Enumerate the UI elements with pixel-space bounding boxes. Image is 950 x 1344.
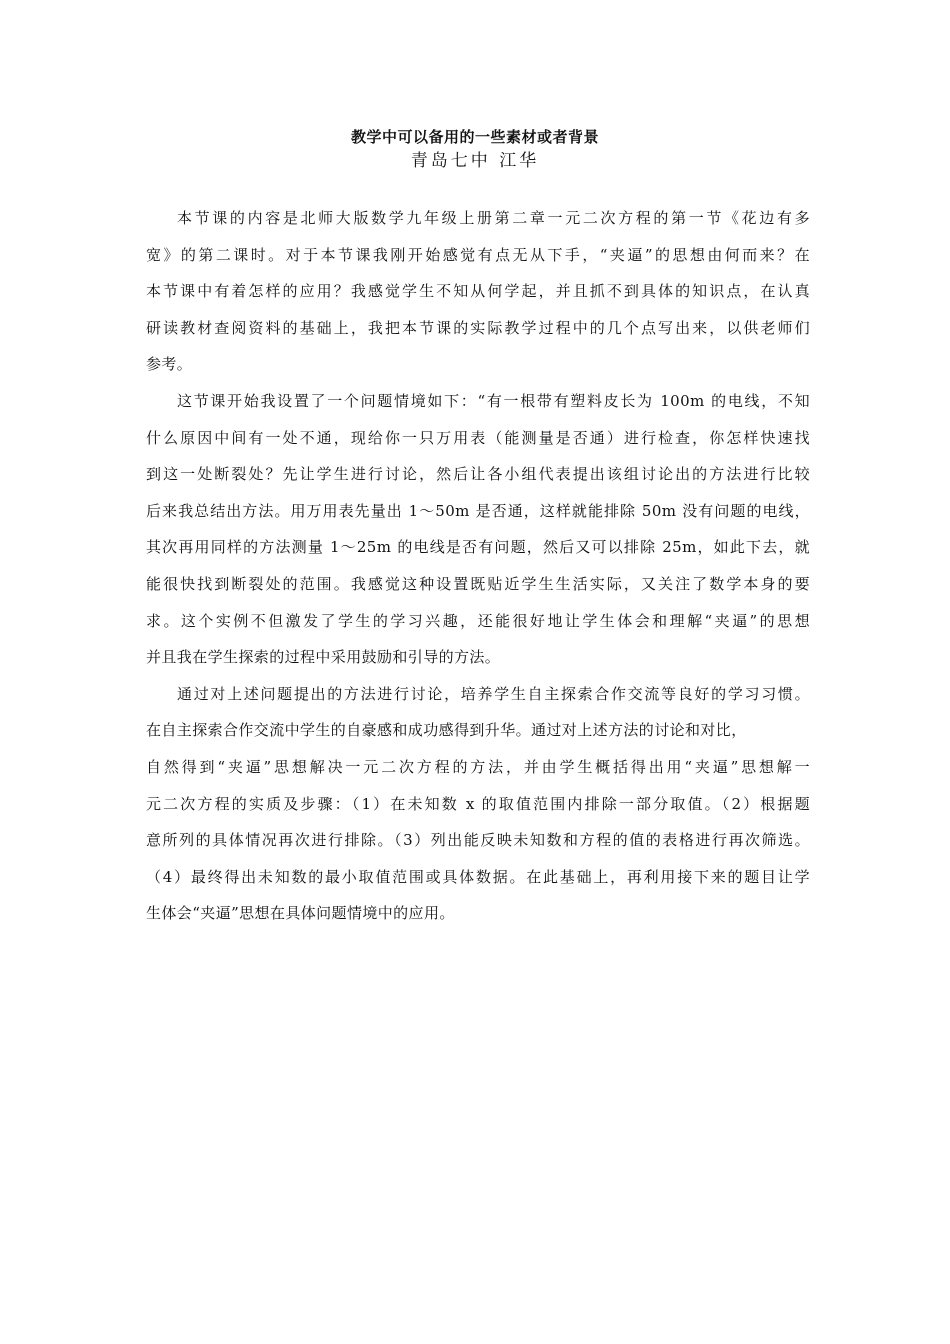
paragraph-2 [146,383,810,676]
document-title: 教学中可以备用的一些素材或者背景 [350,128,599,146]
paragraph-line: 在自主探索合作交流中学生的自豪感和成功感得到升华。通过对上述方法的讨论和对比， [146,721,747,740]
paragraph-line: （4）最终得出未知数的最小取值范围或具体数据。在此基础上，再利用接下来的题目让学 [146,867,810,886]
paragraph-line: 元二次方程的实质及步骤：（1）在未知数 x 的取值范围内排除一部分取值。（2）根据题 [146,794,810,813]
paragraph-3 [146,676,810,932]
paragraph-line: 什么原因中间有一处不通，现给你一只万用表（能测量是否通）进行检查，你怎样快速找 [146,428,810,447]
paragraph-1 [146,200,810,383]
paragraph-line: 通过对上述问题提出的方法进行讨论，培养学生自主探索合作交流等良好的学习习惯。 [177,684,810,703]
paragraph-line: 后来我总结出方法。用万用表先量出 1～50m 是否通，这样就能排除 50m 没有问题的电线， [146,501,810,520]
paragraph-line: 本节课的内容是北师大版数学九年级上册第二章一元二次方程的第一节《花边有多 [177,209,810,227]
paragraph-line: 并且我在学生探索的过程中采用鼓励和引导的方法。 [146,648,501,667]
paragraph-line: 自然得到“夹逼”思想解决一元二次方程的方法，并由学生概括得出用“夹逼”思想解一 [146,757,810,776]
paragraph-line: 这节课开始我设置了一个问题情境如下：“有一根带有塑料皮长为 100m 的电线，不知 [177,391,810,410]
paragraph-line: 研读教材查阅资料的基础上，我把本节课的实际教学过程中的几个点写出来，以供老师们 [146,318,810,337]
paragraph-line: 参考。 [146,355,193,374]
paragraph-line: 生体会“夹逼”思想在具体问题情境中的应用。 [146,904,455,923]
paragraph-line: 本节课中有着怎样的应用？我感觉学生不知从何学起，并且抓不到具体的知识点，在认真 [146,282,810,301]
paragraph-line: 求。这个实例不但激发了学生的学习兴趣，还能很好地让学生体会和理解“夹逼”的思想 [146,611,810,630]
document-author: 青岛七中 江华 [410,151,540,171]
paragraph-line: 意所列的具体情况再次进行排除。（3）列出能反映未知数和方程的值的表格进行再次筛选。 [146,831,810,850]
paragraph-line: 能很快找到断裂处的范围。我感觉这种设置既贴近学生生活实际，又关注了数学本身的要 [146,574,810,593]
paragraph-line: 到这一处断裂处？先让学生进行讨论，然后让各小组代表提出该组讨论出的方法进行比较 [146,465,810,484]
paragraph-line: 宽》的第二课时。对于本节课我刚开始感觉有点无从下手，“夹逼”的思想由何而来？在 [146,245,810,264]
document-body [146,200,810,932]
paragraph-line: 其次再用同样的方法测量 1～25m 的电线是否有问题，然后又可以排除 25m，如此下去，就 [146,538,810,557]
